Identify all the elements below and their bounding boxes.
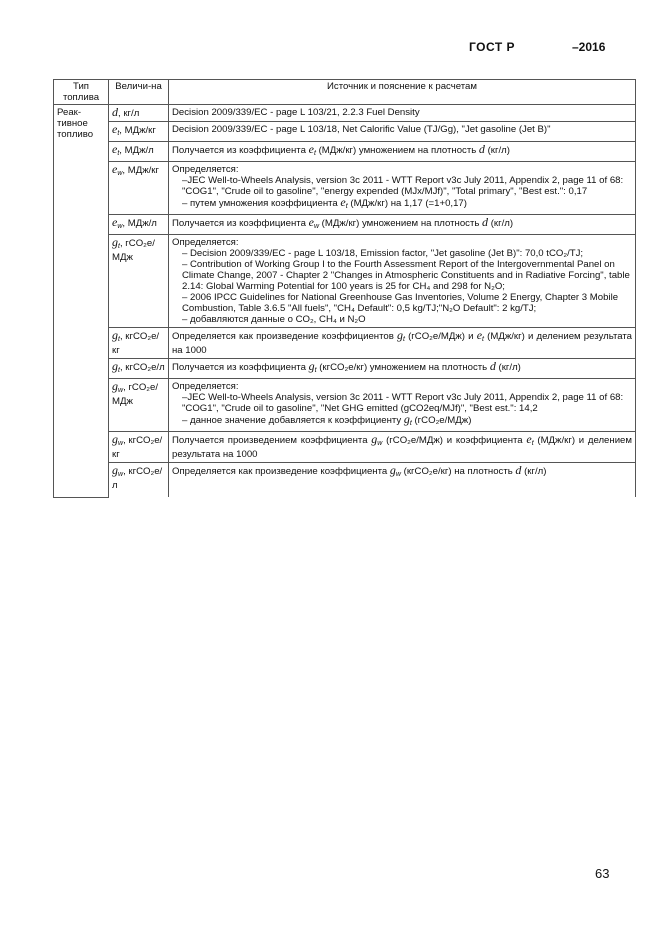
symbol: d (482, 215, 489, 229)
text: –JEC Well-to-Wheels Analysis, version 3c 2011 - WTT Report v3c July 2011, Appendix 2, page 11 of 68: "COG1", "Crude oil to gasoline", "energy expended (MJx/MJf)", "Total primary", "Best est.": 0,17 (182, 175, 624, 197)
text: Получается из коэффициента (172, 362, 306, 373)
table-row (54, 359, 636, 379)
table-row (54, 432, 636, 463)
symbol: d (112, 105, 118, 119)
unit: , МДж/л (122, 218, 157, 229)
text: Определяется: (172, 164, 239, 175)
table-row (54, 463, 636, 498)
unit: , кгCO₂e/л (112, 466, 163, 491)
text: (гCO₂e/МДж) и (408, 331, 474, 342)
header-quantity: Величи-на (109, 80, 169, 105)
source-cell (169, 463, 636, 498)
text: Определяется: (172, 381, 239, 392)
symbol: g (112, 328, 118, 342)
symbol: g (396, 328, 403, 342)
text (172, 414, 632, 429)
symbol-subscript: w (377, 440, 383, 447)
source-cell: Decision 2009/339/EC - page L 103/21, 2.2.3 Fuel Density (169, 105, 636, 122)
text: – путем умножения коэффициента (182, 198, 338, 209)
symbol: d (478, 142, 485, 156)
text: Получается из коэффициента (172, 145, 306, 156)
text: (гCO₂e/МДж) и коэффициента (386, 435, 523, 446)
symbol-subscript: w (395, 471, 401, 478)
text: (кгCO₂e/кг) умножением на плотность (319, 362, 488, 373)
source-cell: Decision 2009/339/EC - page L 103/18, Net Calorific Value (TJ/Gg), "Jet gasoline (Jet B)" (169, 122, 636, 142)
text: (кг/л) (498, 362, 521, 373)
symbol-subscript: w (118, 471, 124, 478)
text: – Contribution of Working Group I to the Fourth Assessment Report of the Intergovernmental Panel on Climate Change, 2007 - Chapter 2 "Changes in Atmospheric Constituents and in Radiative Forcing", table 2.14: Global Warming Potential for 100 years is 25 for CH₄ and 298 for N₂O; (182, 259, 630, 292)
symbol: g (371, 432, 378, 446)
source-cell (169, 162, 636, 215)
table-header-row (54, 80, 636, 105)
symbol: g (403, 412, 410, 426)
symbol-subscript: t (118, 336, 120, 343)
symbol-subscript: t (402, 336, 405, 343)
text: – добавляются данные о CO₂, CH₄ и N₂O (182, 314, 366, 325)
symbol: g (112, 379, 118, 393)
symbol-subscript: w (313, 223, 319, 230)
symbol: g (112, 463, 118, 477)
quantity-cell (109, 105, 169, 122)
text: Определяется как произведение коэффициента (172, 466, 388, 477)
symbol: e (308, 142, 314, 156)
standard-label: ГОСТ Р (469, 40, 516, 54)
symbol-subscript: t (118, 367, 120, 374)
source-cell (169, 328, 636, 359)
symbol: e (112, 215, 118, 229)
symbol: d (489, 359, 496, 373)
unit: , МДж/л (119, 145, 154, 156)
symbol: e (112, 122, 118, 136)
symbol-subscript: t (117, 130, 120, 137)
text: (МДж/кг) и делением результата на 1000 (172, 331, 633, 356)
text (172, 197, 632, 212)
text: Определяется: (172, 237, 239, 248)
unit: , гCO₂e/МДж (112, 238, 155, 263)
symbol: g (112, 235, 118, 249)
source-cell (169, 235, 636, 328)
symbol-subscript: t (345, 203, 348, 210)
quantity-cell (109, 162, 169, 215)
standard-year: –2016 (572, 40, 606, 54)
text: (кг/л) (490, 218, 514, 229)
symbol-subscript: t (314, 367, 317, 374)
source-cell (169, 142, 636, 162)
table-row (54, 162, 636, 215)
text: (МДж/кг) умножением на плотность (321, 218, 480, 229)
unit: , кг/л (118, 108, 140, 119)
symbol: e (526, 432, 532, 446)
symbol: g (389, 463, 396, 477)
symbol: d (515, 463, 522, 477)
symbol: e (112, 142, 118, 156)
symbol: e (340, 195, 346, 209)
text: (кг/л) (524, 466, 547, 477)
quantity-cell (109, 215, 169, 235)
quantity-cell (109, 142, 169, 162)
text: (МДж/кг) умножением на плотность (318, 145, 477, 156)
symbol-subscript: t (531, 440, 534, 447)
quantity-cell (109, 235, 169, 328)
quantity-cell (109, 379, 169, 432)
table-row (54, 122, 636, 142)
quantity-cell (109, 432, 169, 463)
fuel-coefficients-table (53, 79, 636, 498)
text: Определяется как произведение коэффициентов (172, 331, 394, 342)
table-row (54, 215, 636, 235)
source-cell (169, 359, 636, 379)
symbol: g (112, 359, 118, 373)
unit: , кгCO₂e/кг (112, 435, 163, 460)
symbol-subscript: w (117, 170, 123, 177)
source-cell (169, 379, 636, 432)
unit: , МДж/кг (119, 125, 156, 136)
quantity-cell (109, 359, 169, 379)
source-cell (169, 432, 636, 463)
symbol-subscript: t (118, 243, 120, 250)
source-cell (169, 215, 636, 235)
unit: , кгCO₂e/кг (112, 331, 160, 356)
text: – Decision 2009/339/EC - page L 103/18, Emission factor, "Jet gasoline (Jet B)": 70,0 tCO₂/TJ; (182, 248, 584, 259)
symbol-subscript: t (117, 150, 120, 157)
table-row (54, 105, 636, 122)
header-source: Источник и пояснение к расчетам (169, 80, 636, 105)
symbol: g (308, 359, 315, 373)
text: (МДж/кг) и делением результата на 1000 (172, 435, 632, 460)
table-row (54, 142, 636, 162)
table-row (54, 379, 636, 432)
table-row (54, 328, 636, 359)
text: – данное значение добавляется к коэффициенту (182, 415, 402, 426)
text: (кг/л) (487, 145, 510, 156)
unit: , кгCO₂e/л (119, 362, 165, 373)
unit: , МДж/кг (122, 165, 159, 176)
symbol-subscript: w (117, 223, 123, 230)
quantity-cell (109, 122, 169, 142)
text: Получается произведением коэффициента (172, 435, 368, 446)
unit: , гCO₂e/МДж (112, 382, 159, 407)
quantity-cell (109, 328, 169, 359)
symbol-subscript: t (409, 420, 412, 427)
text: Получается из коэффициента (172, 218, 306, 229)
text: (кгCO₂e/кг) на плотность (403, 466, 513, 477)
symbol-subscript: t (482, 336, 484, 343)
page-number: 63 (595, 866, 610, 881)
text: (гCO₂e/МДж) (414, 415, 472, 426)
text: (МДж/кг) на 1,17 (=1+0,17) (350, 198, 467, 209)
symbol: g (112, 432, 118, 446)
symbol-subscript: w (118, 387, 124, 394)
fuel-type-cell: Реак-тивное топливо (54, 105, 109, 498)
text: – 2006 IPCC Guidelines for National Greenhouse Gas Inventories, Volume 2 Energy, Chapter 3 Mobile Combustion, Table 3.6.5 "All fuels", "CH₄ Default": 0,5 kg/TJ;"N₂O Default": 2 kg/TJ; (182, 292, 619, 314)
table-row (54, 235, 636, 328)
symbol: e (308, 215, 314, 229)
header-fuel-type: Тип топлива (54, 80, 109, 105)
symbol-subscript: w (118, 440, 124, 447)
symbol-subscript: t (313, 150, 316, 157)
quantity-cell (109, 463, 169, 498)
text: –JEC Well-to-Wheels Analysis, version 3c 2011 - WTT Report v3c July 2011, Appendix 2, page 11 of 68: "COG1", "Crude oil to gasoline", "Net GHG emitted (gCO2eq/MJf)", "Best est.": 14,2 (182, 392, 624, 414)
symbol: e (476, 328, 483, 342)
symbol: e (112, 162, 118, 176)
